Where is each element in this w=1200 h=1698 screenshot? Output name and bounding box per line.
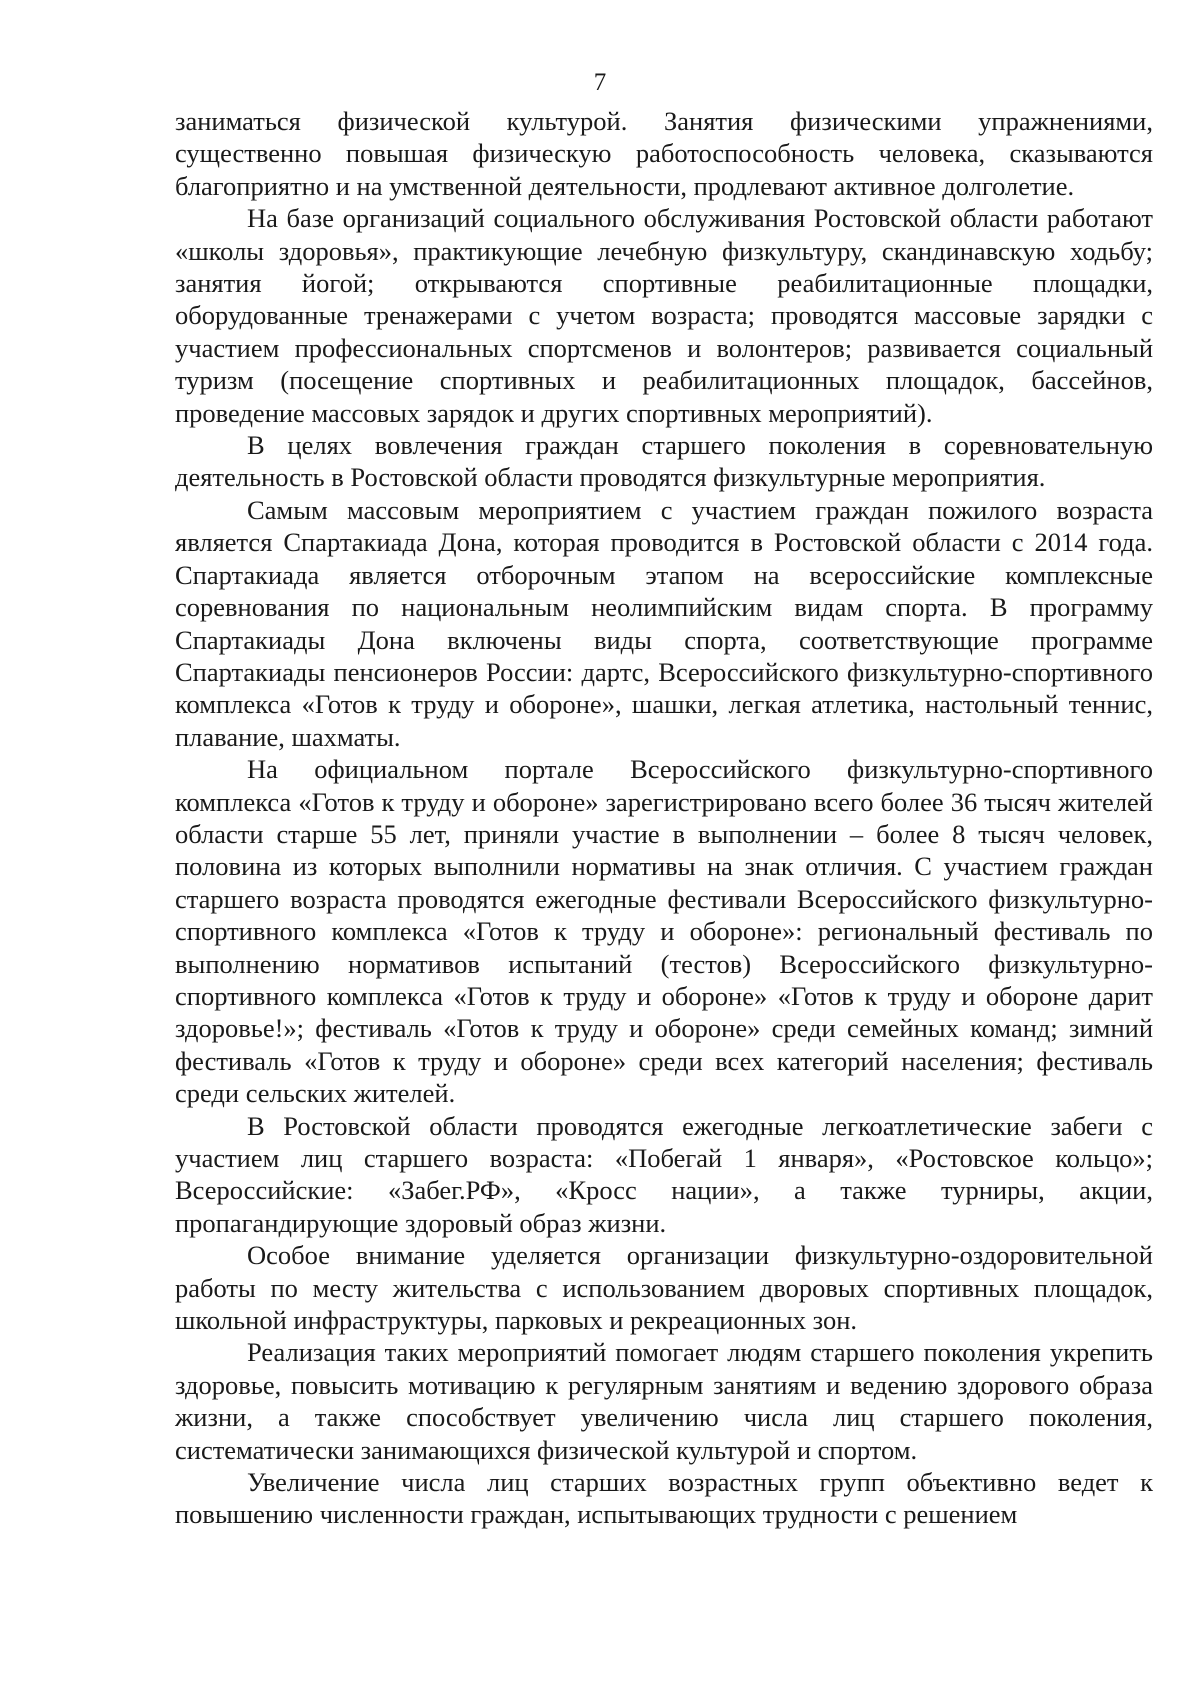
paragraph-health-schools: На базе организаций социального обслуживания Ростовской области работают «школы здоровья», практикующие лечебную физкультуру, скандинавскую ходьбу; занятия йогой; открываются спортивные реабилитационные площадки, оборудованные тренажерами с учетом возраста; проводятся массовые зарядки с участием профессиональных спортсменов и волонтеров; развивается социальный туризм (посещение спортивных и реабилитационных площадок, бассейнов, проведение массовых зарядок и других спортивных мероприятий).	[175, 203, 1153, 428]
paragraph-competitions-intro: В целях вовлечения граждан старшего поколения в соревновательную деятельность в Ростовской области проводятся физкультурные мероприятия.	[175, 430, 1153, 493]
page-number: 7	[593, 69, 607, 96]
paragraph-gto-portal: На официальном портале Всероссийского физкультурно-спортивного комплекса «Готов к труду и обороне» зарегистрировано всего более 36 тысяч жителей области старше 55 лет, приняли участие в выполнении – более 8 тысяч человек, половина из которых выполнили нормативы на знак отличия. С участием граждан старшего возраста проводятся ежегодные фестивали Всероссийского физкультурно-спортивного комплекса «Готов к труду и обороне»: региональный фестиваль по выполнению нормативов испытаний (тестов) Всероссийского физкультурно-спортивного комплекса «Готов к труду и обороне» «Готов к труду и обороне дарит здоровье!»; фестиваль «Готов к труду и обороне» среди семейных команд; зимний фестиваль «Готов к труду и обороне» среди всех категорий населения; фестиваль среди сельских жителей.	[175, 754, 1153, 1109]
paragraph-outcomes: Реализация таких мероприятий помогает людям старшего поколения укрепить здоровье, повысить мотивацию к регулярным занятиям и ведению здорового образа жизни, а также способствует увеличению числа лиц старшего поколения, систематически занимающихся физической культурой и спортом.	[175, 1337, 1153, 1465]
paragraph-spartakiada: Самым массовым мероприятием с участием граждан пожилого возраста является Спартакиада Дона, которая проводится в Ростовской области с 2014 года. Спартакиада является отборочным этапом на всероссийские комплексные соревнования по национальным неолимпийским видам спорта. В программу Спартакиады Дона включены виды спорта, соответствующие программе Спартакиады пенсионеров России: дартс, Всероссийского физкультурно-спортивного комплекса «Готов к труду и обороне», шашки, легкая атлетика, настольный теннис, плавание, шахматы.	[175, 494, 1153, 752]
paragraph-residential-sports: Особое внимание уделяется организации физкультурно-оздоровительной работы по месту жительства с использованием дворовых спортивных площадок, школьной инфраструктуры, парковых и рекреационных зон.	[175, 1240, 1153, 1336]
paragraph-older-groups: Увеличение числа лиц старших возрастных групп объективно ведет к повышению численности граждан, испытывающих трудности с решением	[175, 1467, 1153, 1530]
paragraph-running-events: В Ростовской области проводятся ежегодные легкоатлетические забеги с участием лиц старшего возраста: «Побегай 1 января», «Ростовское кольцо»; Всероссийские: «Забег.РФ», «Кросс нации», а также турниры, акции, пропагандирующие здоровый образ жизни.	[175, 1110, 1153, 1238]
document-body	[175, 105, 1153, 1531]
paragraph-continuation: заниматься физической культурой. Занятия физическими упражнениями, существенно повышая физическую работоспособность человека, сказываются благоприятно и на умственной деятельности, продлевают активное долголетие.	[175, 106, 1153, 201]
